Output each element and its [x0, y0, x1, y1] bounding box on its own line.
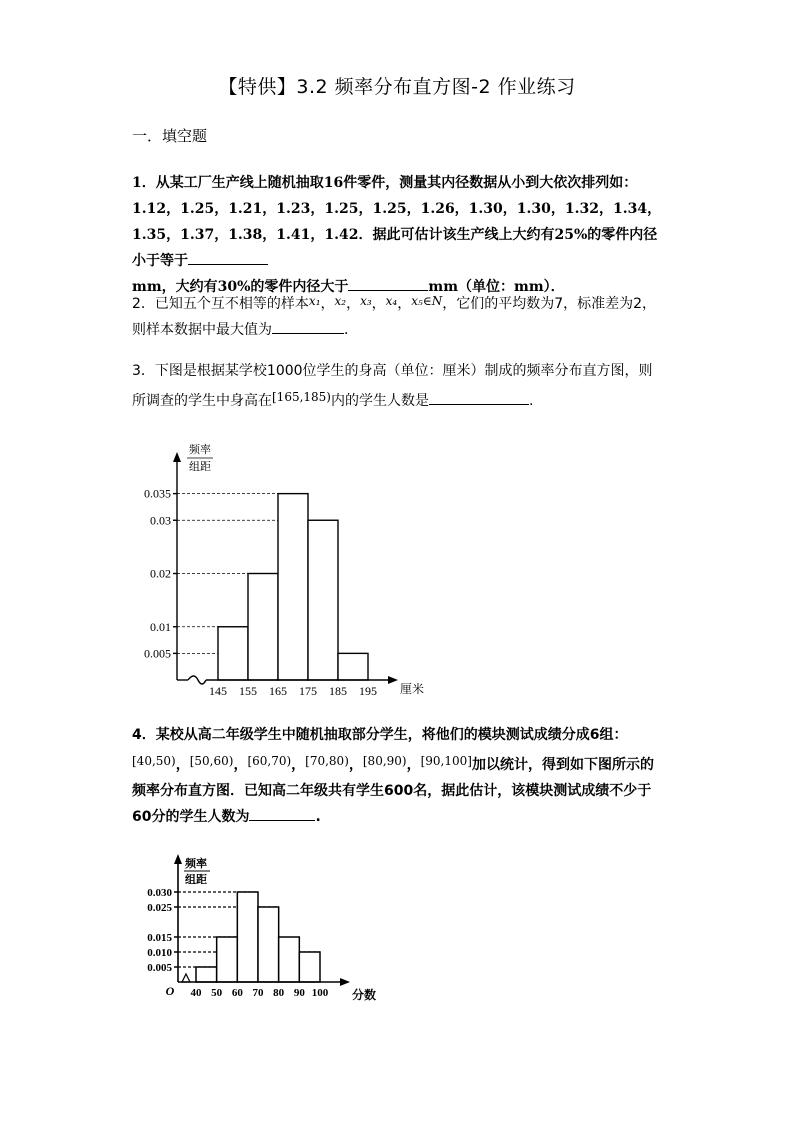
y-tick-label: 0.01 — [150, 619, 171, 634]
page-title: 【特供】3.2 频率分布直方图-2 作业练习 — [218, 76, 576, 98]
y-axis-label-bottom: 组距 — [189, 461, 211, 473]
separator: ， — [346, 296, 361, 312]
separator: ， — [406, 757, 421, 773]
interval-70-80: [70,80) — [305, 754, 349, 768]
separator: ， — [397, 296, 412, 312]
question-4-text-2: 加以统计，得到如下图所示的频率分布直方图．已知高二年级共有学生600名，据此估计，该模块测试成绩不少于60分的学生人数为 — [132, 757, 654, 825]
x-axis-arrow — [340, 978, 350, 986]
x-tick-label: 175 — [299, 684, 317, 698]
histogram-bar — [218, 627, 248, 680]
question-1-text-3: mm（单位：mm）． — [428, 279, 565, 295]
y-tick-label: 0.02 — [150, 566, 171, 581]
score-histogram — [140, 852, 380, 1002]
histogram-bar — [308, 520, 338, 680]
interval-90-100: [90,100] — [420, 754, 472, 768]
question-3 — [132, 358, 664, 414]
height-histogram — [140, 440, 440, 702]
separator: ， — [233, 757, 248, 773]
interval-80-90: [80,90) — [362, 754, 407, 768]
y-axis-label-top: 频率 — [185, 858, 207, 870]
histogram-bar — [299, 952, 320, 982]
x-axis-arrow — [388, 676, 398, 684]
answer-blank[interactable] — [249, 806, 315, 821]
histogram-bar — [248, 574, 278, 681]
question-2-text-2: ，它们的平均数为7，标准差为2，则样本数据中最大值为 — [132, 296, 657, 338]
y-axis-arrow — [174, 854, 182, 864]
x-tick-label: 155 — [239, 684, 257, 698]
x-tick-label: 50 — [211, 987, 223, 999]
histogram-bar — [279, 937, 300, 982]
y-tick-label: 0.005 — [144, 646, 171, 661]
answer-blank[interactable] — [188, 250, 268, 265]
x-tick-label: 60 — [231, 987, 243, 999]
interval-40-50: [40,50) — [132, 754, 176, 768]
question-2-text-3: ． — [344, 322, 358, 338]
origin-label: O — [165, 984, 175, 998]
answer-blank[interactable] — [272, 319, 344, 334]
variable-x2: x₂ — [334, 294, 347, 308]
interval-50-60: [50,60) — [189, 754, 234, 768]
question-4-text: 4．某校从高二年级学生中随机抽取部分学生，将他们的模块测试成绩分成6组： — [132, 727, 628, 743]
question-1 — [132, 170, 664, 300]
axis-break-icon — [188, 676, 206, 684]
y-axis-label-bottom: 组距 — [185, 874, 207, 886]
question-2 — [132, 288, 664, 343]
variable-x5: x₅∈N — [411, 294, 443, 308]
y-axis-arrow — [173, 452, 181, 462]
x-tick-label: 145 — [209, 684, 227, 698]
x-tick-label: 70 — [252, 987, 264, 999]
interval-165-185: [165,185) — [272, 390, 331, 404]
y-tick-label: 0.03 — [150, 513, 171, 528]
x-tick-label: 90 — [293, 987, 305, 999]
y-tick-label: 0.010 — [147, 947, 172, 959]
variable-x1: x₁ — [308, 294, 321, 308]
histogram-bar — [196, 967, 217, 982]
separator: ， — [371, 296, 386, 312]
histogram-bar — [338, 653, 368, 680]
histogram-bar — [258, 907, 279, 982]
y-tick-label: 0.005 — [147, 962, 172, 974]
x-tick-label: 100 — [311, 987, 329, 999]
question-3-text: 3．下图是根据某学校1000位学生的身高（单位：厘米）制成的频率分布直方图，则所调查的学生中身高在 — [132, 363, 653, 409]
section-heading: 一．填空题 — [132, 127, 208, 145]
separator: ， — [291, 757, 306, 773]
question-4-text-3: . — [315, 809, 321, 825]
interval-60-70: [60,70) — [247, 754, 292, 768]
y-axis-label-top: 频率 — [189, 444, 211, 456]
y-tick-label: 0.025 — [147, 902, 172, 914]
histogram-bar — [278, 494, 308, 680]
x-axis-label: 厘米 — [400, 682, 425, 696]
x-axis-label: 分数 — [352, 988, 377, 1002]
axis-break-icon — [182, 974, 190, 982]
separator: ， — [320, 296, 335, 312]
question-2-text: 2．已知五个互不相等的样本 — [132, 296, 309, 312]
variable-x4: x₄ — [385, 294, 398, 308]
x-tick-label: 80 — [273, 987, 285, 999]
y-tick-label: 0.015 — [147, 932, 172, 944]
question-1-text: 1．从某工厂生产线上随机抽取16件零件，测量其内径数据从小到大依次排列如：1.12，1.25，1.21，1.23，1.25，1.25，1.26，1.30，1.30，1.32，1.34，1.35，1.37，1.38，1.41，1.42．据此可估计该生产线上大约有25%的零件内径小于等于 — [132, 175, 662, 269]
y-tick-label: 0.030 — [147, 887, 172, 899]
x-tick-label: 195 — [359, 684, 377, 698]
x-tick-label: 185 — [329, 684, 347, 698]
question-4 — [132, 722, 664, 830]
answer-blank[interactable] — [429, 390, 529, 405]
question-3-text-2: 内的学生人数是 — [331, 393, 429, 409]
question-3-text-3: . — [529, 393, 534, 409]
x-tick-label: 165 — [269, 684, 287, 698]
variable-x3: x₃ — [360, 294, 372, 308]
separator: ， — [348, 757, 363, 773]
histogram-bar — [217, 937, 238, 982]
histogram-bar — [237, 892, 258, 982]
question-1-text-2: mm，大约有30%的零件内径大于 — [132, 279, 349, 295]
separator: ， — [175, 757, 190, 773]
y-tick-label: 0.035 — [144, 486, 171, 501]
x-tick-label: 40 — [190, 987, 202, 999]
